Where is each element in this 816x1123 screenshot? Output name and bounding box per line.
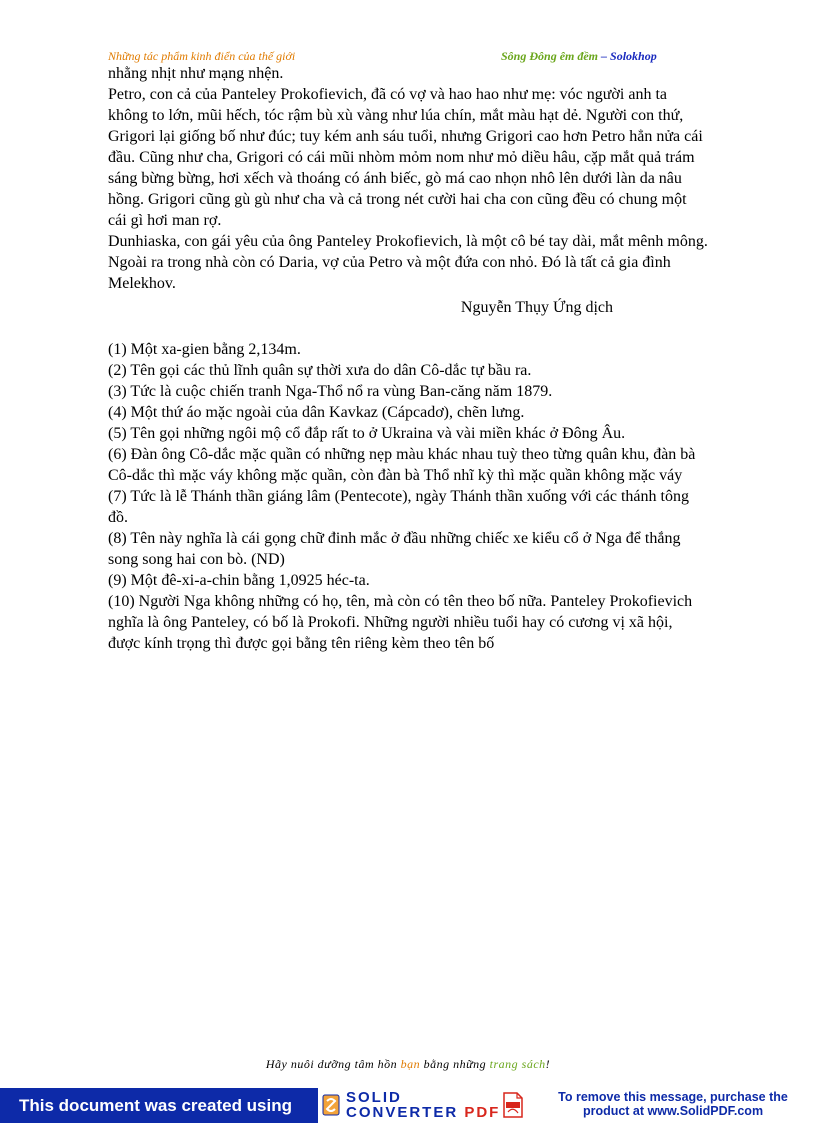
solidpdf-link[interactable]: www.SolidPDF.com [647, 1104, 764, 1118]
watermark-banner [0, 1088, 816, 1123]
logo-line-1: SOLID [346, 1089, 402, 1106]
footnote: (1) Một xa-gien bằng 2,134m. [108, 341, 301, 358]
footnote: (4) Một thứ áo mặc ngoài của dân Kavkaz (Cápcadơ), chẽn lưng. [108, 404, 525, 421]
footnote: (6) Đàn ông Cô-dắc mặc quần có những nẹp màu khác nhau tuỳ theo từng quân khu, đàn bà Cô-dắc thì mặc váy không mặc quần, còn đàn bà Thổ nhĩ kỳ thì mặc quần không mặc váy [108, 446, 696, 484]
purchase-line-1: To remove this message, purchase the [558, 1090, 788, 1104]
footnote: (7) Tức là lễ Thánh thần giáng lâm (Pentecote), ngày Thánh thần xuống với các thánh tông đồ. [108, 488, 689, 526]
footnote: (2) Tên gọi các thủ lĩnh quân sự thời xưa do dân Cô-dắc tự bầu ra. [108, 362, 532, 379]
pdf-file-icon [503, 1092, 523, 1118]
footnote: (5) Tên gọi những ngôi mộ cổ đắp rất to ở Ukraina và vài miền khác ở Đông Âu. [108, 425, 626, 442]
footer-slogan [0, 1057, 816, 1072]
footnote: (9) Một đê-xi-a-chin bằng 1,0925 héc-ta. [108, 572, 370, 589]
logo-converter: CONVERTER [346, 1104, 465, 1121]
solid-logo-icon [322, 1094, 340, 1116]
paragraph: Petro, con cả của Panteley Prokofievich, đã có vợ và hao hao như mẹ: vóc người anh ta không to lớn, mũi hếch, tóc rậm bù xù vàng như lúa chín, mắt màu hạt dẻ. Người con thứ, Grigori lại giống bố như đúc; tuy kém anh sáu tuổi, nhưng Grigori cao hơn Petro hẳn nửa cái đầu. Cũng như cha, Grigori có cái mũi nhòm mỏm nom như mỏ diều hâu, cặp mắt quả trám sáng bừng bừng, hơi xếch và thoáng có ánh biếc, gò má cao nhọn nhô lên dưới làn da nâu hồng. Grigori cũng gù gù như cha và cả trong nét cười hai cha con cũng đều có chung một cái gì hơi man rợ. [108, 86, 703, 229]
slogan-highlight: bạn [400, 1057, 421, 1071]
purchase-prefix: product at [582, 1104, 648, 1118]
logo-line-2 [346, 1105, 500, 1120]
header-dash: – [598, 49, 611, 63]
banner-purchase-message [530, 1090, 816, 1118]
logo-pdf: PDF [464, 1104, 501, 1121]
translator-credit: Nguyễn Thụy Ứng dịch [460, 299, 613, 316]
slogan-text: ! [545, 1057, 551, 1071]
header-author: Solokhop [610, 49, 657, 63]
header-book-name: Sông Đông êm đềm [501, 49, 599, 63]
main-text [108, 63, 708, 654]
footnote: (8) Tên này nghĩa là cái gọng chữ đinh mắc ở đầu những chiếc xe kiểu cổ ở Nga để thắng song song hai con bò. (ND) [108, 530, 681, 568]
footnote: (3) Tức là cuộc chiến tranh Nga-Thổ nổ ra vùng Ban-căng năm 1879. [108, 383, 553, 400]
header-book-title [501, 49, 657, 64]
paragraph: nhằng nhịt như mạng nhện. [108, 65, 284, 82]
paragraph: Dunhiaska, con gái yêu của ông Panteley Prokofievich, là một cô bé tay dài, mắt mênh mông. Ngoài ra trong nhà còn có Daria, vợ của Petro và một đứa con nhỏ. Đó là tất cả gia đình Melekhov. [108, 233, 708, 292]
slogan-text: bằng những [420, 1057, 490, 1071]
header-series-title: Những tác phẩm kinh điển của thế giới [108, 49, 296, 63]
slogan-text: Hãy nuôi dưỡng tâm hồn [265, 1057, 401, 1071]
slogan-highlight: trang sách [489, 1057, 546, 1071]
footnote: (10) Người Nga không những có họ, tên, mà còn có tên theo bố nữa. Panteley Prokofievich nghĩa là ông Panteley, có bố là Prokofi. Những người nhiều tuổi hay có cương vị xã hội, được kính trọng thì được gọi bằng tên riêng kèm theo tên bố [108, 593, 693, 652]
solid-converter-logo[interactable] [320, 1090, 525, 1121]
banner-created-text: This document was created using [0, 1088, 318, 1123]
footnotes [108, 339, 708, 654]
purchase-line-2 [530, 1104, 816, 1118]
